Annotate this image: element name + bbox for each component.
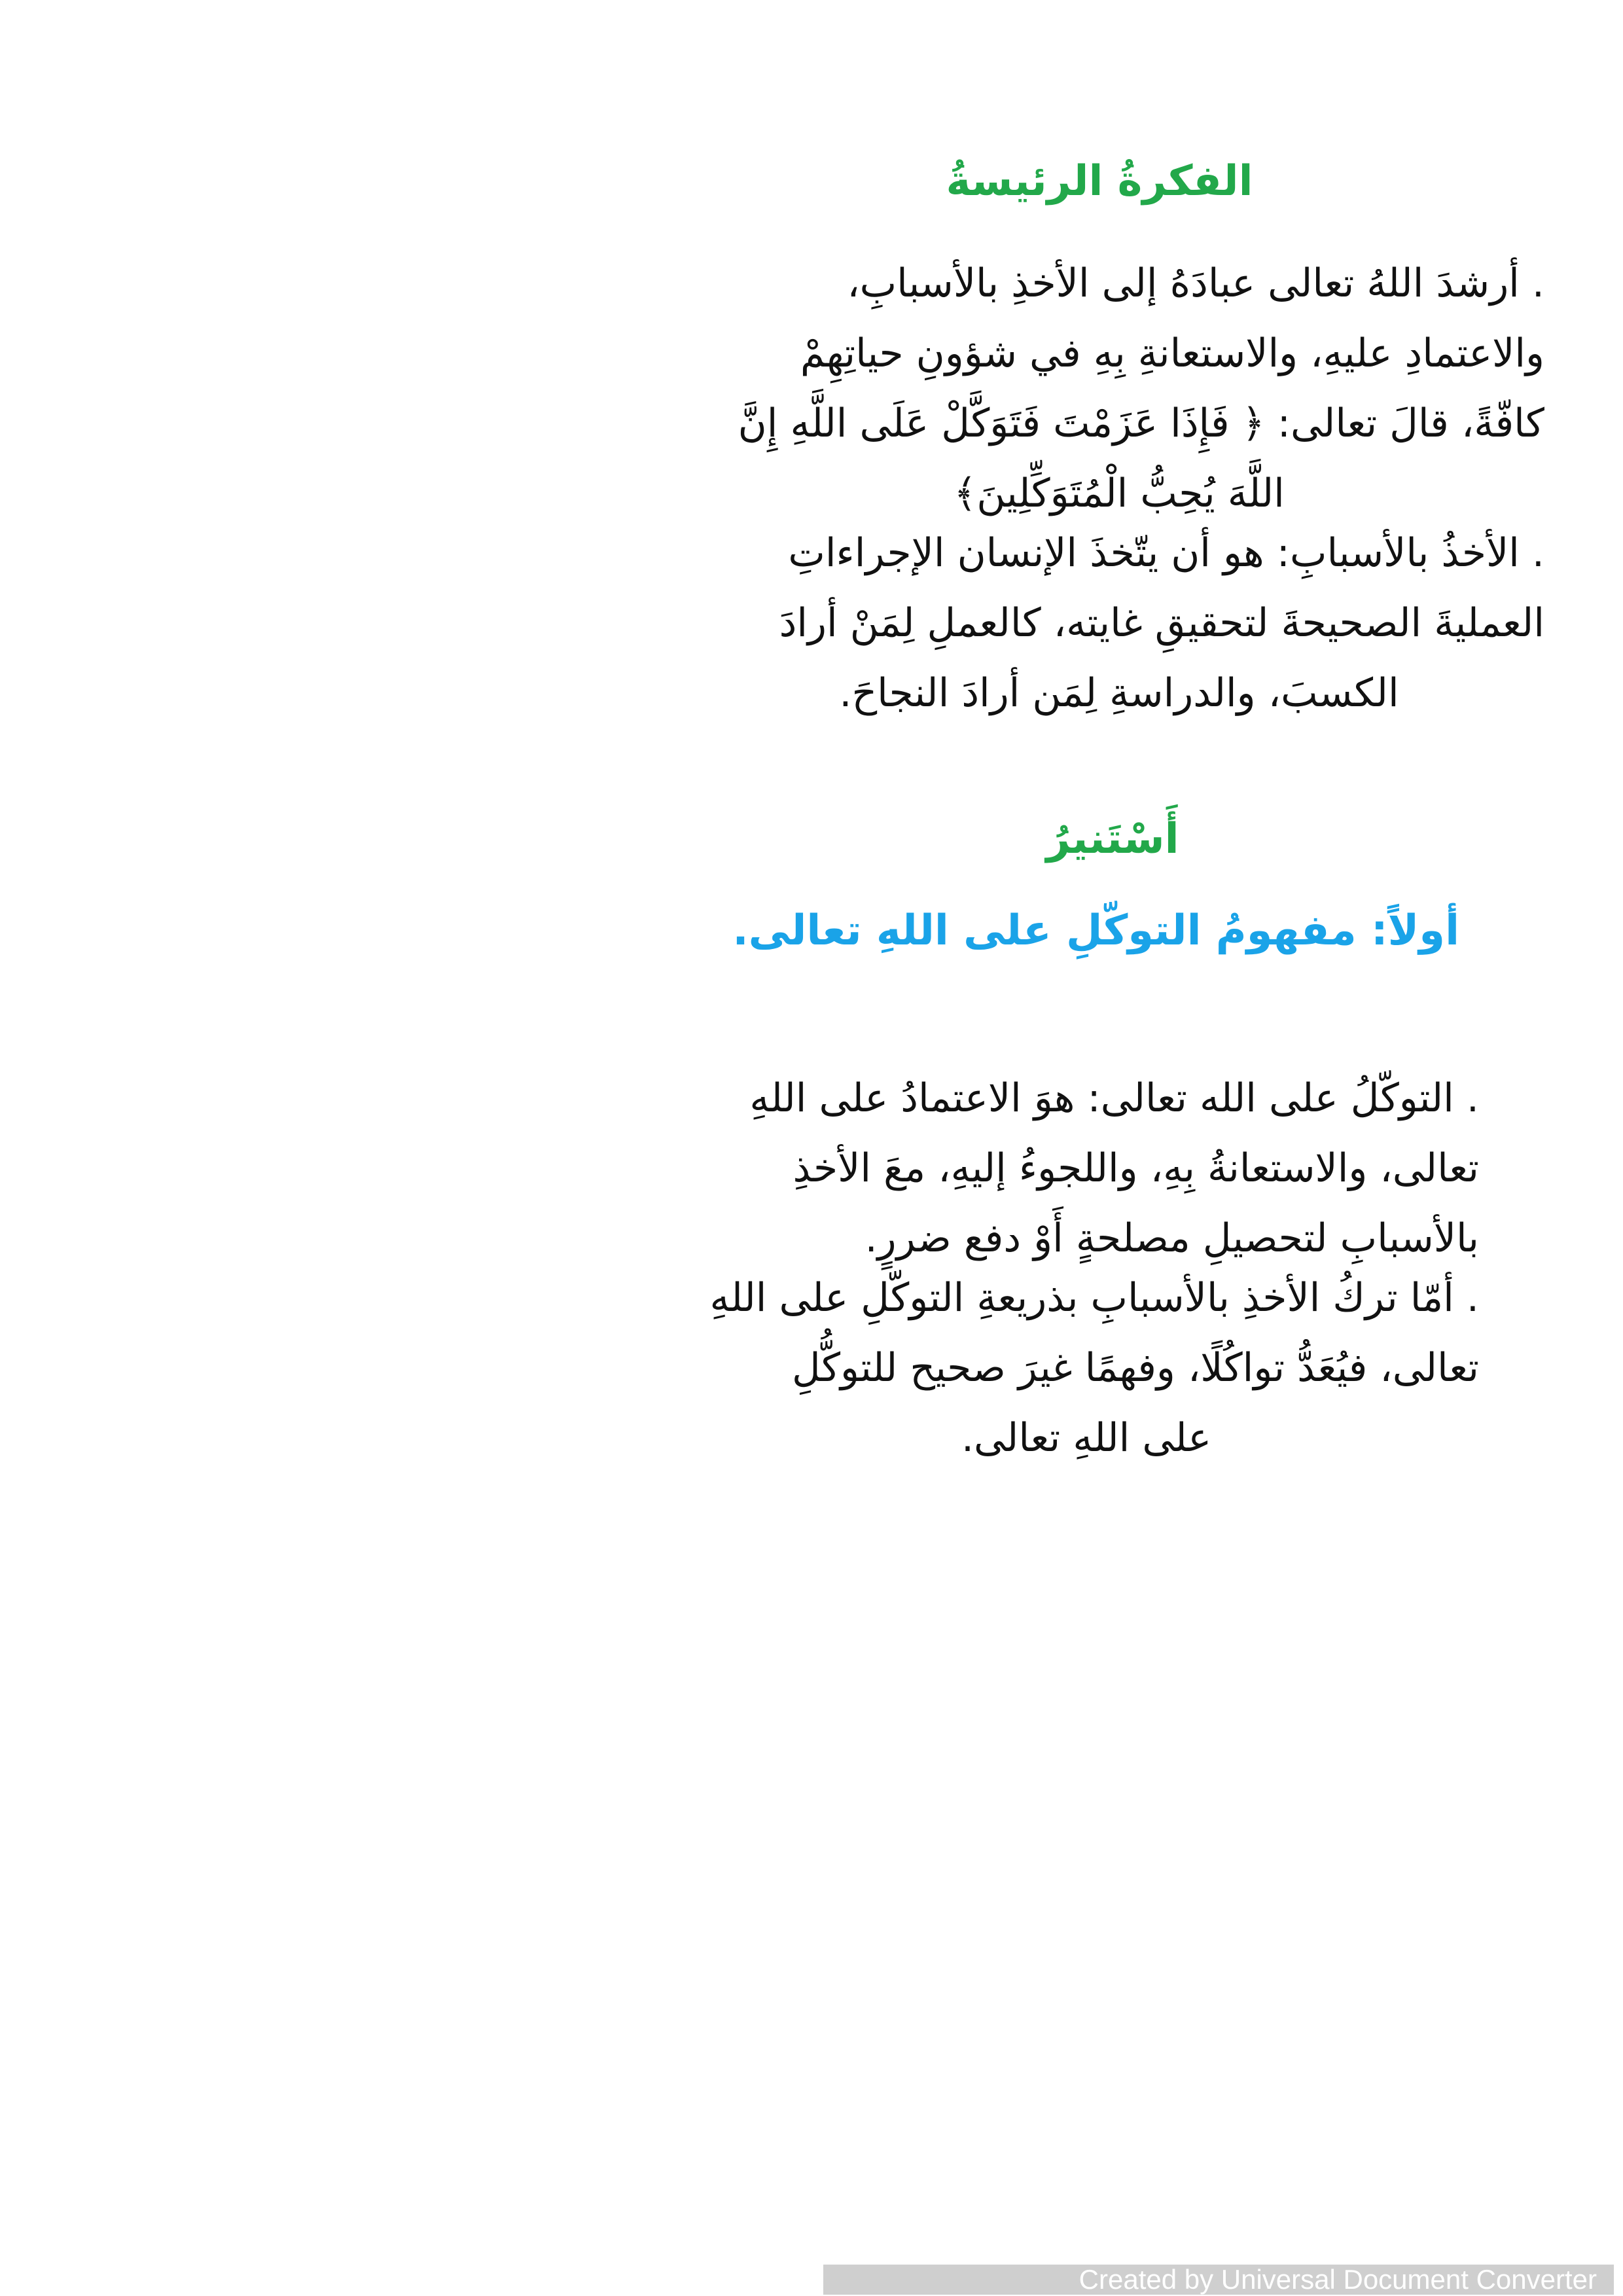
quran-verse-line: اللَّهَ يُحِبُّ الْمُتَوَكِّلِينَ﴾ <box>954 471 1285 516</box>
concept-subtitle: أولاً: مفهومُ التوكّلِ على اللهِ تعالى. <box>732 906 1459 955</box>
text-line: . أمّا تركُ الأخذِ بالأسبابِ بذريعةِ التوكّلِ على اللهِ <box>709 1275 1479 1321</box>
main-idea-paragraph-2 <box>694 518 1544 728</box>
text-line: تعالى، فيُعَدُّ تواكُلًا، وفهمًا غيرَ صحيح للتوكُّلِ <box>792 1345 1479 1391</box>
text-line: الكسبَ، والدراسةِ لِمَن أرادَ النجاحَ. <box>839 670 1399 716</box>
text-line: والاعتمادِ عليهِ، والاستعانةِ بِهِ في شؤونِ حياتِهِمْ <box>800 331 1544 376</box>
text-line: بالأسبابِ لتحصيلِ مصلحةٍ أَوْ دفع ضررٍ. <box>865 1215 1479 1261</box>
main-idea-paragraph-1 <box>694 249 1544 529</box>
text-line: . التوكّلُ على الله تعالى: هوَ الاعتمادُ على اللهِ <box>749 1075 1479 1121</box>
text-line: على اللهِ تعالى. <box>961 1415 1212 1461</box>
text-line: كافّةً، قالَ تعالى: ﴿ فَإِذَا عَزَمْتَ فَتَوَكَّلْ عَلَى اللَّهِ إِنَّ <box>738 401 1544 446</box>
enlighten-heading: أَسْتَنيرُ <box>1046 815 1179 863</box>
concept-paragraph-2 <box>694 1263 1479 1473</box>
converter-watermark-text: Created by Universal Document Converter <box>1079 2264 1597 2295</box>
text-line: العمليةَ الصحيحةَ لتحقيقِ غايته، كالعملِ لِمَنْ أرادَ <box>779 600 1544 646</box>
main-idea-heading: الفكرةُ الرئيسةُ <box>946 157 1253 206</box>
concept-paragraph-1 <box>694 1064 1479 1274</box>
text-line: . الأخذُ بالأسبابِ: هو أن يتّخذَ الإنسان الإجراءاتِ <box>788 530 1544 576</box>
text-line: . أرشدَ اللهُ تعالى عبادَهُ إلى الأخذِ بالأسبابِ، <box>847 260 1544 306</box>
text-line: تعالى، والاستعانةُ بِهِ، واللجوءُ إليهِ، معَ الأخذِ <box>793 1145 1479 1191</box>
converter-watermark <box>823 2265 1614 2295</box>
